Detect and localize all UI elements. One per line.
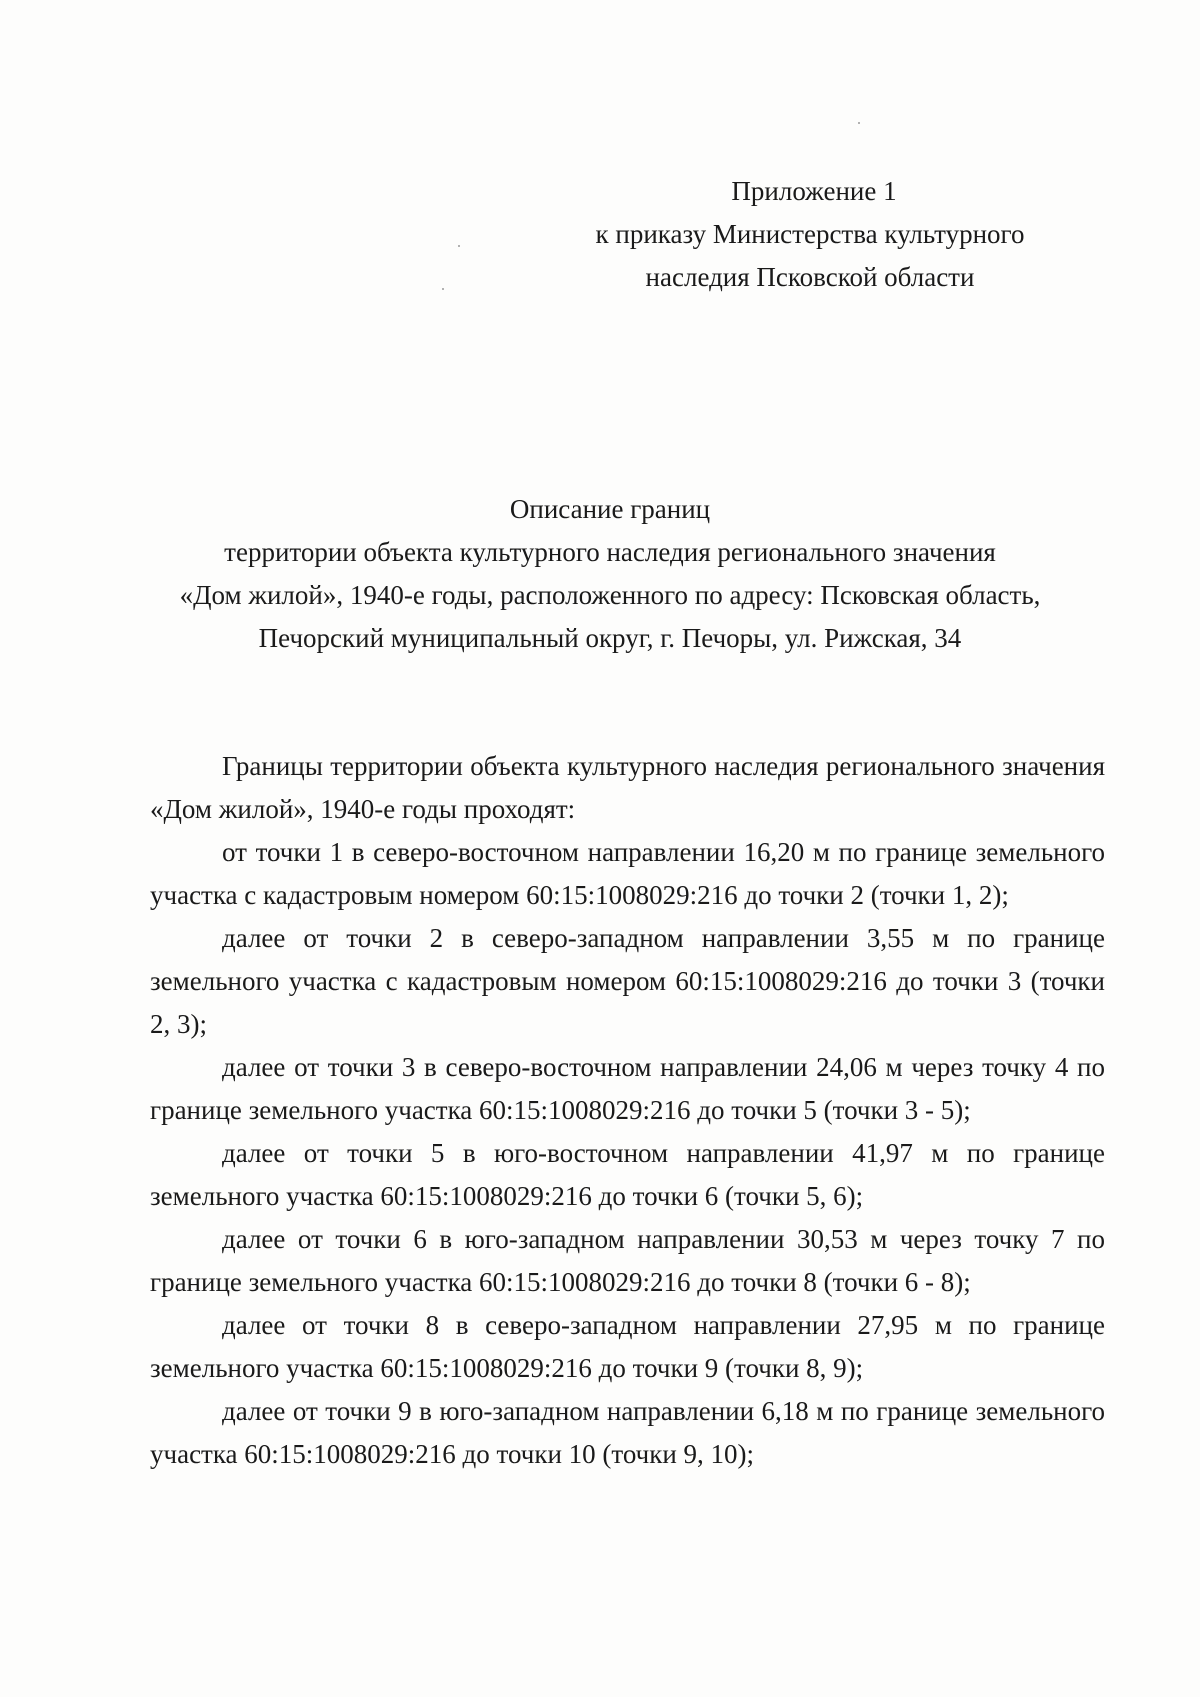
boundary-paragraph: далее от точки 5 в юго-восточном направлении 41,97 м по границе земельного участка 60:15:1008029:216 до точки 6 (точки 5, 6); [150, 1138, 1105, 1211]
title-line-3: «Дом жилой», 1940-е годы, расположенного по адресу: Псковская область, [179, 580, 1041, 610]
attachment-header [560, 170, 1060, 299]
boundary-paragraph: далее от точки 8 в северо-западном направлении 27,95 м по границе земельного участка 60:15:1008029:216 до точки 9 (точки 8, 9); [150, 1310, 1105, 1383]
scan-speck [458, 245, 460, 247]
title-line-4: Печорский муниципальный округ, г. Печоры, ул. Рижская, 34 [258, 623, 962, 653]
document-body [150, 745, 1105, 1476]
attachment-number: Приложение 1 [731, 176, 897, 206]
boundary-paragraph: далее от точки 3 в северо-восточном направлении 24,06 м через точку 4 по границе земельного участка 60:15:1008029:216 до точки 5 (точки 3 - 5); [150, 1052, 1105, 1125]
boundary-paragraph: далее от точки 6 в юго-западном направлении 30,53 м через точку 7 по границе земельного участка 60:15:1008029:216 до точки 8 (точки 6 - 8); [150, 1224, 1105, 1297]
boundary-paragraph: далее от точки 2 в северо-западном направлении 3,55 м по границе земельного участка с кадастровым номером 60:15:1008029:216 до точки 3 (точки 2, 3); [150, 923, 1105, 1039]
boundary-paragraph: от точки 1 в северо-восточном направлении 16,20 м по границе земельного участка с кадастровым номером 60:15:1008029:216 до точки 2 (точки 1, 2); [150, 837, 1105, 910]
attachment-order-ref: к приказу Министерства культурного [595, 219, 1025, 249]
boundary-paragraph: далее от точки 9 в юго-западном направлении 6,18 м по границе земельного участка 60:15:1008029:216 до точки 10 (точки 9, 10); [150, 1396, 1105, 1469]
title-line-1: Описание границ [509, 494, 711, 524]
document-title [140, 488, 1080, 660]
attachment-ministry: наследия Псковской области [645, 262, 975, 292]
scan-speck [858, 122, 860, 124]
intro-paragraph: Границы территории объекта культурного наследия регионального значения «Дом жилой», 1940-е годы проходят: [150, 751, 1105, 824]
scan-speck [442, 288, 444, 290]
title-line-2: территории объекта культурного наследия регионального значения [224, 537, 996, 567]
